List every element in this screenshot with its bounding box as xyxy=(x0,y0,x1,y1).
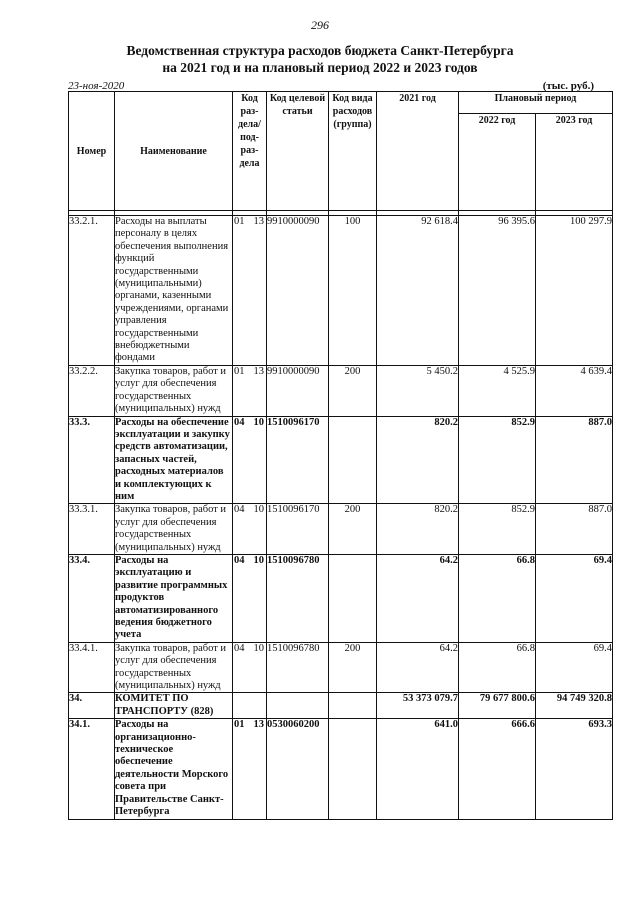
table-row xyxy=(69,693,613,719)
header-expense-type: Код вида расходов (группа) xyxy=(329,92,377,211)
row-expense-type: 200 xyxy=(329,365,377,416)
section-code: 04 xyxy=(234,554,245,566)
row-name: Расходы на эксплуатацию и развитие программных продуктов автоматизированного ведения бюджетного учета xyxy=(115,554,233,642)
row-section-code xyxy=(233,216,267,366)
row-amount-2022: 852.9 xyxy=(459,416,536,504)
row-expense-type xyxy=(329,416,377,504)
header-year-2023: 2023 год xyxy=(536,114,613,211)
row-name: КОМИТЕТ ПО ТРАНСПОРТУ (828) xyxy=(115,693,233,719)
section-code: 01 xyxy=(234,216,245,227)
row-number: 34.1. xyxy=(69,719,115,819)
row-number: 33.3.1. xyxy=(69,504,115,555)
row-number: 33.3. xyxy=(69,416,115,504)
row-name: Закупка товаров, работ и услуг для обеспечения государственных (муниципальных) нужд xyxy=(115,365,233,416)
row-name: Закупка товаров, работ и услуг для обеспечения государственных (муниципальных) нужд xyxy=(115,642,233,693)
row-amount-2021: 820.2 xyxy=(377,416,459,504)
row-amount-2023: 69.4 xyxy=(536,642,613,693)
row-amount-2022: 666.6 xyxy=(459,719,536,819)
row-number: 33.2.1. xyxy=(69,216,115,366)
section-code: 04 xyxy=(234,504,245,516)
row-amount-2022: 852.9 xyxy=(459,504,536,555)
row-name: Расходы на организационно-техническое обеспечение деятельности Морского совета при Правительстве Санкт-Петербурга xyxy=(115,719,233,819)
row-amount-2023: 887.0 xyxy=(536,504,613,555)
header-year-2021: 2021 год xyxy=(377,92,459,211)
row-target-code xyxy=(267,693,329,719)
row-amount-2023: 94 749 320.8 xyxy=(536,693,613,719)
row-name: Расходы на выплаты персоналу в целях обеспечения выполнения функций государственными (муниципальными) органами, казенными учреждениями, органами управления государственными внебюджетными фондами xyxy=(115,216,233,366)
header-name: Наименование xyxy=(115,92,233,211)
row-number: 33.2.2. xyxy=(69,365,115,416)
row-section-code xyxy=(233,504,267,555)
title-line-1: Ведомственная структура расходов бюджета Санкт-Петербурга xyxy=(126,43,514,58)
row-amount-2023: 693.3 xyxy=(536,719,613,819)
section-code: 01 xyxy=(234,719,245,731)
row-target-code: 1510096170 xyxy=(267,416,329,504)
row-amount-2022: 66.8 xyxy=(459,554,536,642)
row-section-code xyxy=(233,554,267,642)
table-row xyxy=(69,642,613,693)
row-target-code: 1510096170 xyxy=(267,504,329,555)
subsection-code: 10 xyxy=(253,554,264,566)
units-label: (тыс. руб.) xyxy=(542,80,594,92)
budget-table xyxy=(68,91,613,820)
row-expense-type: 100 xyxy=(329,216,377,366)
page-number: 296 xyxy=(311,18,329,32)
row-expense-type: 200 xyxy=(329,504,377,555)
section-code: 01 xyxy=(234,365,245,377)
row-target-code: 0530060200 xyxy=(267,719,329,819)
subsection-code: 10 xyxy=(253,642,264,654)
header-year-2022: 2022 год xyxy=(459,114,536,211)
header-planned-period: Плановый период xyxy=(459,92,613,114)
section-code: 04 xyxy=(234,416,245,428)
subsection-code: 13 xyxy=(253,719,264,731)
row-section-code xyxy=(233,365,267,416)
row-section-code xyxy=(233,416,267,504)
subsection-code: 10 xyxy=(253,416,264,428)
row-number: 33.4. xyxy=(69,554,115,642)
table-body xyxy=(69,216,613,820)
row-amount-2021: 92 618.4 xyxy=(377,216,459,366)
header-target-code: Код целевой статьи xyxy=(267,92,329,211)
row-name: Расходы на обеспечение эксплуатации и закупку средств автоматизации, запасных частей, расходных материалов и комплектующих к ним xyxy=(115,416,233,504)
header-section-code: Код раз- дела/ под- раз- дела xyxy=(233,92,267,211)
row-section-code xyxy=(233,719,267,819)
row-amount-2023: 69.4 xyxy=(536,554,613,642)
table-row xyxy=(69,365,613,416)
row-target-code: 9910000090 xyxy=(267,216,329,366)
table-row xyxy=(69,216,613,366)
row-number: 34. xyxy=(69,693,115,719)
row-amount-2022: 79 677 800.6 xyxy=(459,693,536,719)
table-row xyxy=(69,416,613,504)
row-name: Закупка товаров, работ и услуг для обеспечения государственных (муниципальных) нужд xyxy=(115,504,233,555)
row-amount-2021: 64.2 xyxy=(377,554,459,642)
row-expense-type xyxy=(329,554,377,642)
row-section-code xyxy=(233,642,267,693)
row-amount-2022: 66.8 xyxy=(459,642,536,693)
document-date: 23-ноя-2020 xyxy=(68,80,125,92)
title-line-2: на 2021 год и на плановый период 2022 и 2023 годов xyxy=(162,60,478,75)
row-amount-2023: 100 297.9 xyxy=(536,216,613,366)
row-expense-type xyxy=(329,719,377,819)
row-number: 33.4.1. xyxy=(69,642,115,693)
row-amount-2023: 4 639.4 xyxy=(536,365,613,416)
row-amount-2022: 96 395.6 xyxy=(459,216,536,366)
row-amount-2021: 53 373 079.7 xyxy=(377,693,459,719)
row-amount-2022: 4 525.9 xyxy=(459,365,536,416)
row-expense-type xyxy=(329,693,377,719)
row-amount-2021: 641.0 xyxy=(377,719,459,819)
row-section-code xyxy=(233,693,267,719)
row-amount-2021: 820.2 xyxy=(377,504,459,555)
row-expense-type: 200 xyxy=(329,642,377,693)
row-amount-2023: 887.0 xyxy=(536,416,613,504)
row-amount-2021: 5 450.2 xyxy=(377,365,459,416)
section-code: 04 xyxy=(234,642,245,654)
row-target-code: 1510096780 xyxy=(267,642,329,693)
table-row xyxy=(69,504,613,555)
subsection-code: 13 xyxy=(253,365,264,377)
subsection-code: 13 xyxy=(253,216,264,227)
table-row xyxy=(69,554,613,642)
row-target-code: 9910000090 xyxy=(267,365,329,416)
row-target-code: 1510096780 xyxy=(267,554,329,642)
document-title xyxy=(0,42,640,76)
row-amount-2021: 64.2 xyxy=(377,642,459,693)
subsection-code: 10 xyxy=(253,504,264,516)
header-number: Номер xyxy=(69,92,115,211)
table-row xyxy=(69,719,613,819)
